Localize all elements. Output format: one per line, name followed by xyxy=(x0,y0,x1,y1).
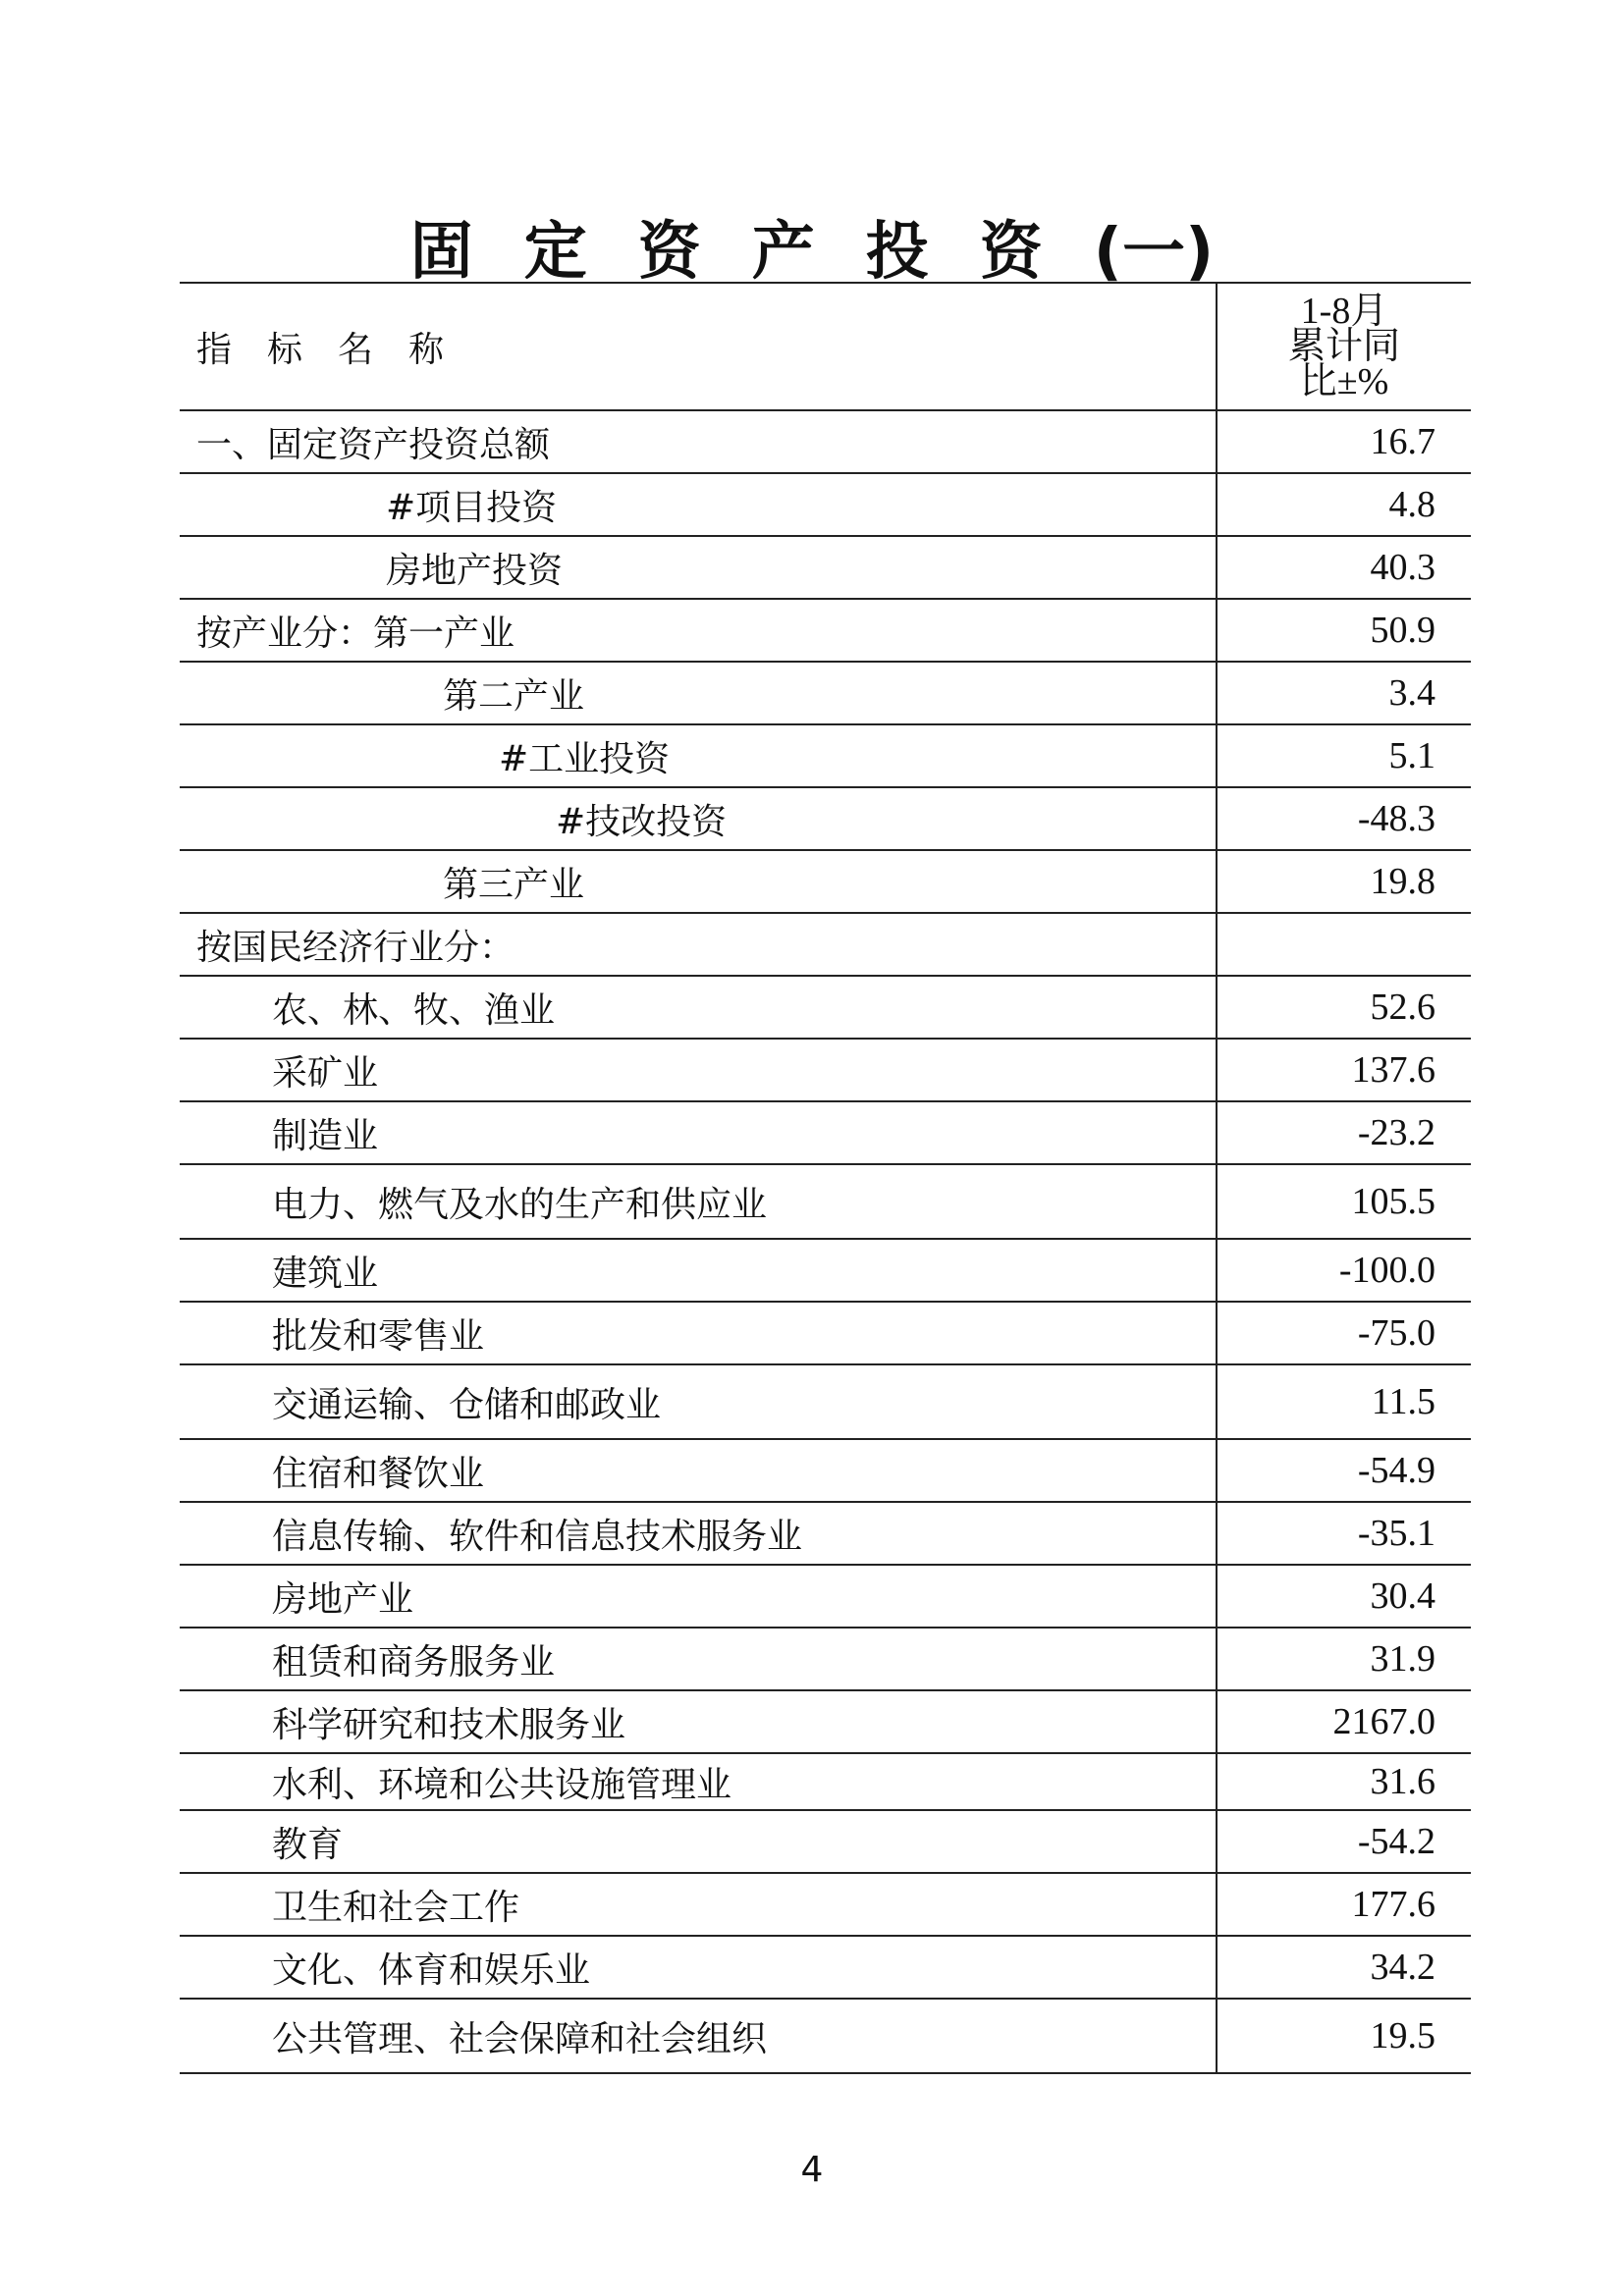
indicator-name-header: 指标名称 xyxy=(180,283,1217,410)
row-value: 31.6 xyxy=(1217,1753,1471,1810)
row-value: -100.0 xyxy=(1217,1239,1471,1302)
row-value: 2167.0 xyxy=(1217,1690,1471,1753)
row-value: -54.9 xyxy=(1217,1439,1471,1502)
table-row xyxy=(180,1101,1471,1164)
row-label: 按国民经济行业分： xyxy=(180,913,1217,976)
table-row xyxy=(180,410,1471,473)
row-value: -48.3 xyxy=(1217,787,1471,850)
title-suffix: (一) xyxy=(1093,216,1215,289)
table-row xyxy=(180,1753,1471,1810)
row-value: -23.2 xyxy=(1217,1101,1471,1164)
row-value: 105.5 xyxy=(1217,1164,1471,1239)
row-label: 租赁和商务服务业 xyxy=(180,1628,1217,1690)
table-row xyxy=(180,1810,1471,1873)
row-label: 第二产业 xyxy=(180,662,1217,724)
row-label: #工业投资 xyxy=(180,724,1217,787)
row-label: 住宿和餐饮业 xyxy=(180,1439,1217,1502)
row-value: -54.2 xyxy=(1217,1810,1471,1873)
table-row xyxy=(180,1239,1471,1302)
row-value: 52.6 xyxy=(1217,976,1471,1039)
investment-table xyxy=(180,282,1471,2074)
table-row xyxy=(180,662,1471,724)
row-label: 信息传输、软件和信息技术服务业 xyxy=(180,1502,1217,1565)
row-value: 177.6 xyxy=(1217,1873,1471,1936)
table-row xyxy=(180,724,1471,787)
table-row xyxy=(180,1936,1471,1999)
row-label: 农、林、牧、渔业 xyxy=(180,976,1217,1039)
table-row xyxy=(180,1999,1471,2073)
row-label: 房地产投资 xyxy=(180,536,1217,599)
row-label: 制造业 xyxy=(180,1101,1217,1164)
row-label: #技改投资 xyxy=(180,787,1217,850)
table-row xyxy=(180,1164,1471,1239)
row-value: 30.4 xyxy=(1217,1565,1471,1628)
row-label: 第三产业 xyxy=(180,850,1217,913)
row-value: 137.6 xyxy=(1217,1039,1471,1101)
row-label: 公共管理、社会保障和社会组织 xyxy=(180,1999,1217,2073)
table-row xyxy=(180,1628,1471,1690)
growth-rate-header xyxy=(1217,283,1471,410)
row-value: -35.1 xyxy=(1217,1502,1471,1565)
table-row xyxy=(180,1039,1471,1101)
table-row xyxy=(180,787,1471,850)
table-row xyxy=(180,1302,1471,1364)
row-value: 4.8 xyxy=(1217,473,1471,536)
table-row xyxy=(180,850,1471,913)
row-label: 批发和零售业 xyxy=(180,1302,1217,1364)
row-label: 科学研究和技术服务业 xyxy=(180,1690,1217,1753)
row-label: 采矿业 xyxy=(180,1039,1217,1101)
row-label: 房地产业 xyxy=(180,1565,1217,1628)
row-value: -75.0 xyxy=(1217,1302,1471,1364)
table-row xyxy=(180,473,1471,536)
row-value: 50.9 xyxy=(1217,599,1471,662)
row-label: 文化、体育和娱乐业 xyxy=(180,1936,1217,1999)
row-label: #项目投资 xyxy=(180,473,1217,536)
page-number: 4 xyxy=(800,2150,824,2190)
row-value: 19.8 xyxy=(1217,850,1471,913)
table-row xyxy=(180,913,1471,976)
row-value: 3.4 xyxy=(1217,662,1471,724)
row-value: 19.5 xyxy=(1217,1999,1471,2073)
row-value xyxy=(1217,913,1471,976)
row-value: 5.1 xyxy=(1217,724,1471,787)
table-row xyxy=(180,1565,1471,1628)
row-label: 电力、燃气及水的生产和供应业 xyxy=(180,1164,1217,1239)
row-label: 按产业分：第一产业 xyxy=(180,599,1217,662)
row-label: 水利、环境和公共设施管理业 xyxy=(180,1753,1217,1810)
row-value: 34.2 xyxy=(1217,1936,1471,1999)
header-line-3: 比±% xyxy=(1299,361,1389,402)
row-label: 交通运输、仓储和邮政业 xyxy=(180,1364,1217,1439)
table-row xyxy=(180,536,1471,599)
table-row xyxy=(180,1364,1471,1439)
header-line-1: 1-8月 xyxy=(1300,291,1388,332)
row-value: 16.7 xyxy=(1217,410,1471,473)
page-title xyxy=(0,201,1624,292)
row-value: 11.5 xyxy=(1217,1364,1471,1439)
row-label: 建筑业 xyxy=(180,1239,1217,1302)
row-label: 教育 xyxy=(180,1810,1217,1873)
table-row xyxy=(180,976,1471,1039)
row-value: 31.9 xyxy=(1217,1628,1471,1690)
table-row xyxy=(180,1439,1471,1502)
row-value: 40.3 xyxy=(1217,536,1471,599)
header-line-2: 累计同 xyxy=(1287,326,1400,367)
table-row xyxy=(180,1502,1471,1565)
table-row xyxy=(180,1873,1471,1936)
table-row xyxy=(180,1690,1471,1753)
table-row xyxy=(180,599,1471,662)
title-main: 固定资产投资 xyxy=(409,216,1094,289)
row-label: 卫生和社会工作 xyxy=(180,1873,1217,1936)
table-header-row xyxy=(180,283,1471,410)
row-label: 一、固定资产投资总额 xyxy=(180,410,1217,473)
